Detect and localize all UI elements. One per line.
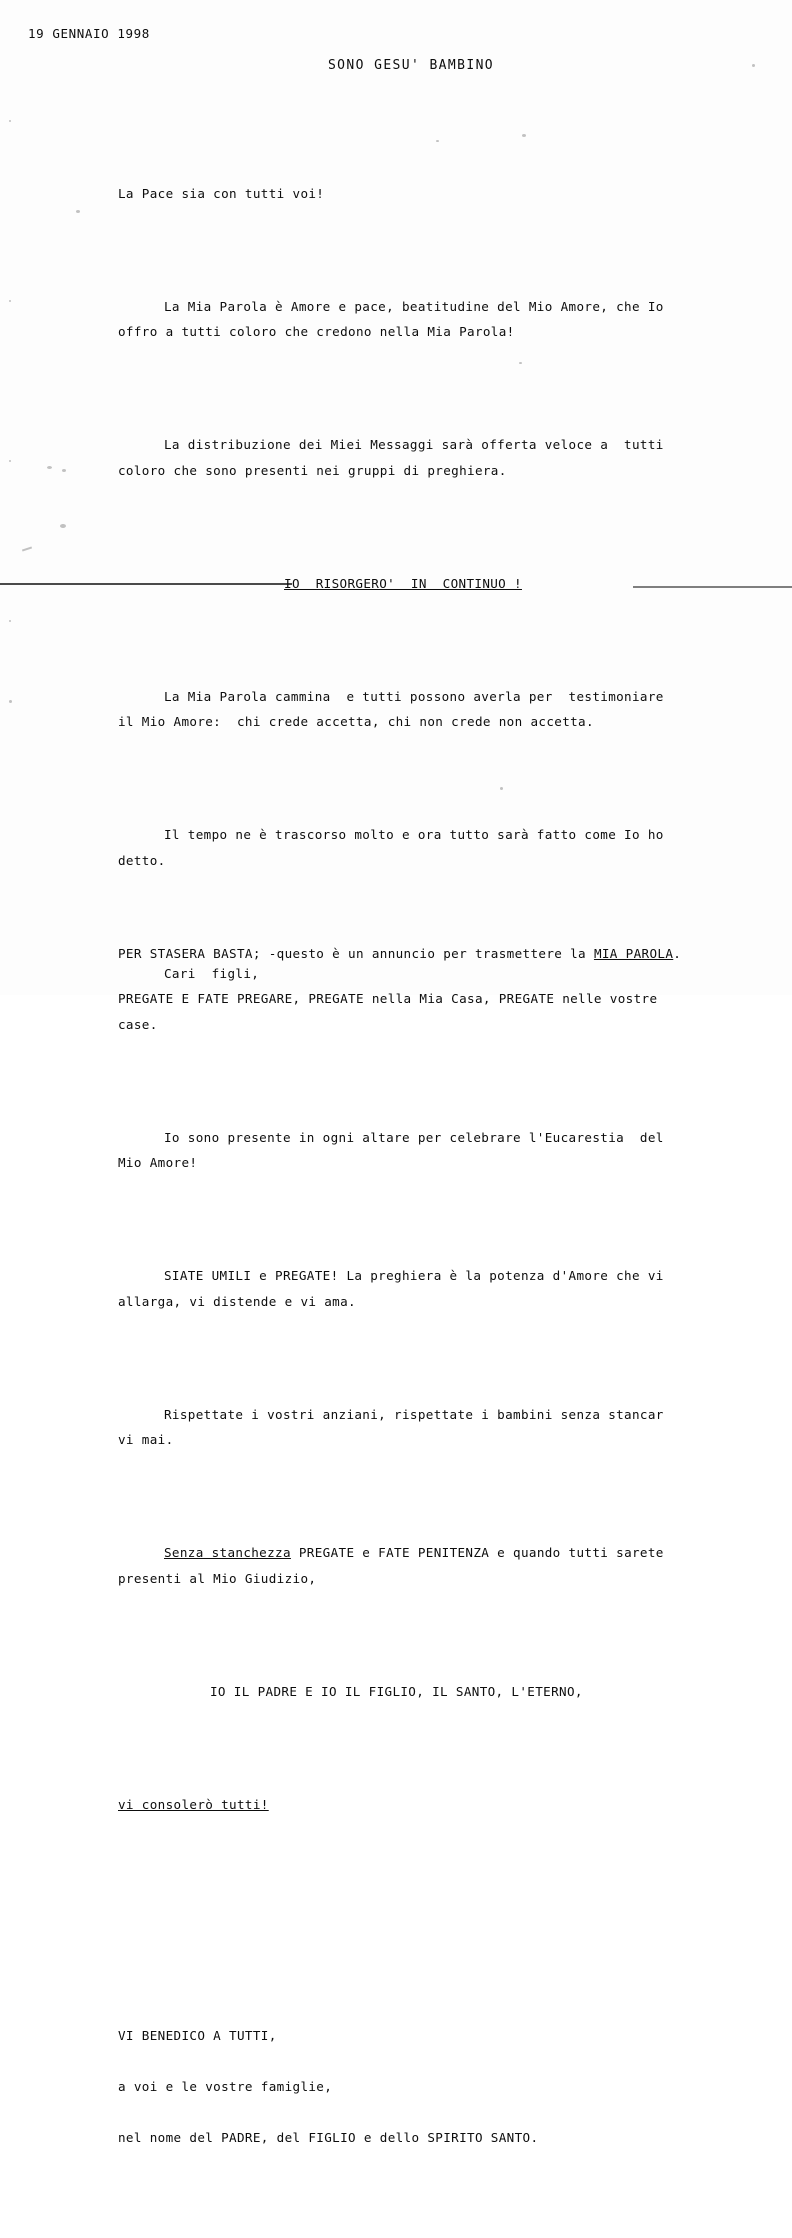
greeting-paragraph xyxy=(118,181,758,207)
document-body xyxy=(118,104,758,2238)
paragraph-p11 xyxy=(118,1679,758,1705)
scan-speck xyxy=(9,460,11,462)
spacer xyxy=(118,1905,758,1947)
paragraph-line: SIATE UMILI e PREGATE! La preghiera è la potenza d'Amore che vi xyxy=(164,1268,664,1283)
paragraph-line: il Mio Amore: chi crede accetta, chi non crede non accetta. xyxy=(118,714,594,729)
paragraph-p7 xyxy=(118,1125,758,1176)
document-title: SONO GESU' BAMBINO xyxy=(327,58,495,73)
paragraph-p1 xyxy=(118,294,758,345)
paragraph-line: offro a tutti coloro che credono nella Mia Parola! xyxy=(118,324,515,339)
scan-speck xyxy=(9,700,12,703)
scan-speck xyxy=(9,300,11,302)
footer-text-after: . xyxy=(673,946,682,961)
section-heading-risorgero xyxy=(118,571,758,597)
scan-speck xyxy=(76,210,80,213)
blessing-line: nel nome del PADRE, del FIGLIO e dello SPIRITO SANTO. xyxy=(118,2130,539,2145)
paragraph-line-rest: PREGATE e FATE PENITENZA e quando tutti sarete xyxy=(290,1545,664,1560)
paragraph-p8 xyxy=(118,1263,758,1314)
paragraph-p10 xyxy=(118,1540,758,1591)
footer-text-before: PER STASERA BASTA; -questo è un annuncio per trasmettere la xyxy=(118,946,594,961)
paragraph-p6 xyxy=(118,961,758,1038)
document-footer xyxy=(118,946,681,961)
paragraph-line: presenti al Mio Giudizio, xyxy=(118,1570,317,1586)
blessing-line: a voi e le vostre famiglie, xyxy=(118,2079,333,2094)
paragraph-line: La Mia Parola è Amore e pace, beatitudine del Mio Amore, che Io xyxy=(164,298,664,314)
paragraph-line: Cari figli, xyxy=(164,965,260,981)
scan-speck xyxy=(60,524,66,528)
scan-speck xyxy=(22,547,32,552)
paragraph-line: detto. xyxy=(118,852,166,868)
scan-speck xyxy=(9,620,11,622)
paragraph-line: Rispettate i vostri anziani, rispettate i bambini senza stancar xyxy=(164,1406,664,1422)
paragraph-line: Io sono presente in ogni altare per celebrare l'Eucarestia del xyxy=(164,1129,664,1145)
paragraph-line: vi mai. xyxy=(118,1432,174,1447)
paragraph-line: PREGATE E FATE PREGARE, PREGATE nella Mia Casa, PREGATE nelle vostre xyxy=(118,991,658,1006)
blessing-block xyxy=(118,2023,758,2151)
scan-speck xyxy=(9,120,11,122)
paragraph-p4 xyxy=(118,684,758,735)
paragraph-line: La Mia Parola cammina e tutti possono averla per testimoniare xyxy=(164,688,664,704)
paragraph-line: La distribuzione dei Miei Messaggi sarà offerta veloce a tutti xyxy=(164,437,664,452)
section-heading-text: IO RISORGERO' IN CONTINUO ! xyxy=(284,575,522,591)
document-date: 19 GENNAIO 1998 xyxy=(28,26,150,41)
paragraph-line: allarga, vi distende e vi ama. xyxy=(118,1293,356,1309)
paragraph-underlined-head: Senza stanchezza xyxy=(164,1545,291,1560)
paragraph-p5 xyxy=(118,822,758,873)
greeting-text: La Pace sia con tutti voi! xyxy=(118,185,325,201)
paragraph-p12 xyxy=(118,1792,758,1818)
scan-speck xyxy=(62,469,66,472)
paragraph-line: Il tempo ne è trascorso molto e ora tutto sarà fatto come Io ho xyxy=(164,827,664,842)
paragraph-line: case. xyxy=(118,1016,158,1032)
scan-speck xyxy=(47,466,52,469)
paragraph-line: vi consolerò tutti! xyxy=(118,1796,269,1812)
paragraph-p9 xyxy=(118,1402,758,1453)
paragraph-p2 xyxy=(118,432,758,483)
footer-underlined-text: MIA PAROLA xyxy=(593,946,674,961)
blessing-line: VI BENEDICO A TUTTI, xyxy=(118,2028,277,2043)
paragraph-line: IO IL PADRE E IO IL FIGLIO, IL SANTO, L'ETERNO, xyxy=(210,1683,583,1699)
paragraph-line: coloro che sono presenti nei gruppi di preghiera. xyxy=(118,462,507,478)
paragraph-line: Mio Amore! xyxy=(118,1155,198,1170)
